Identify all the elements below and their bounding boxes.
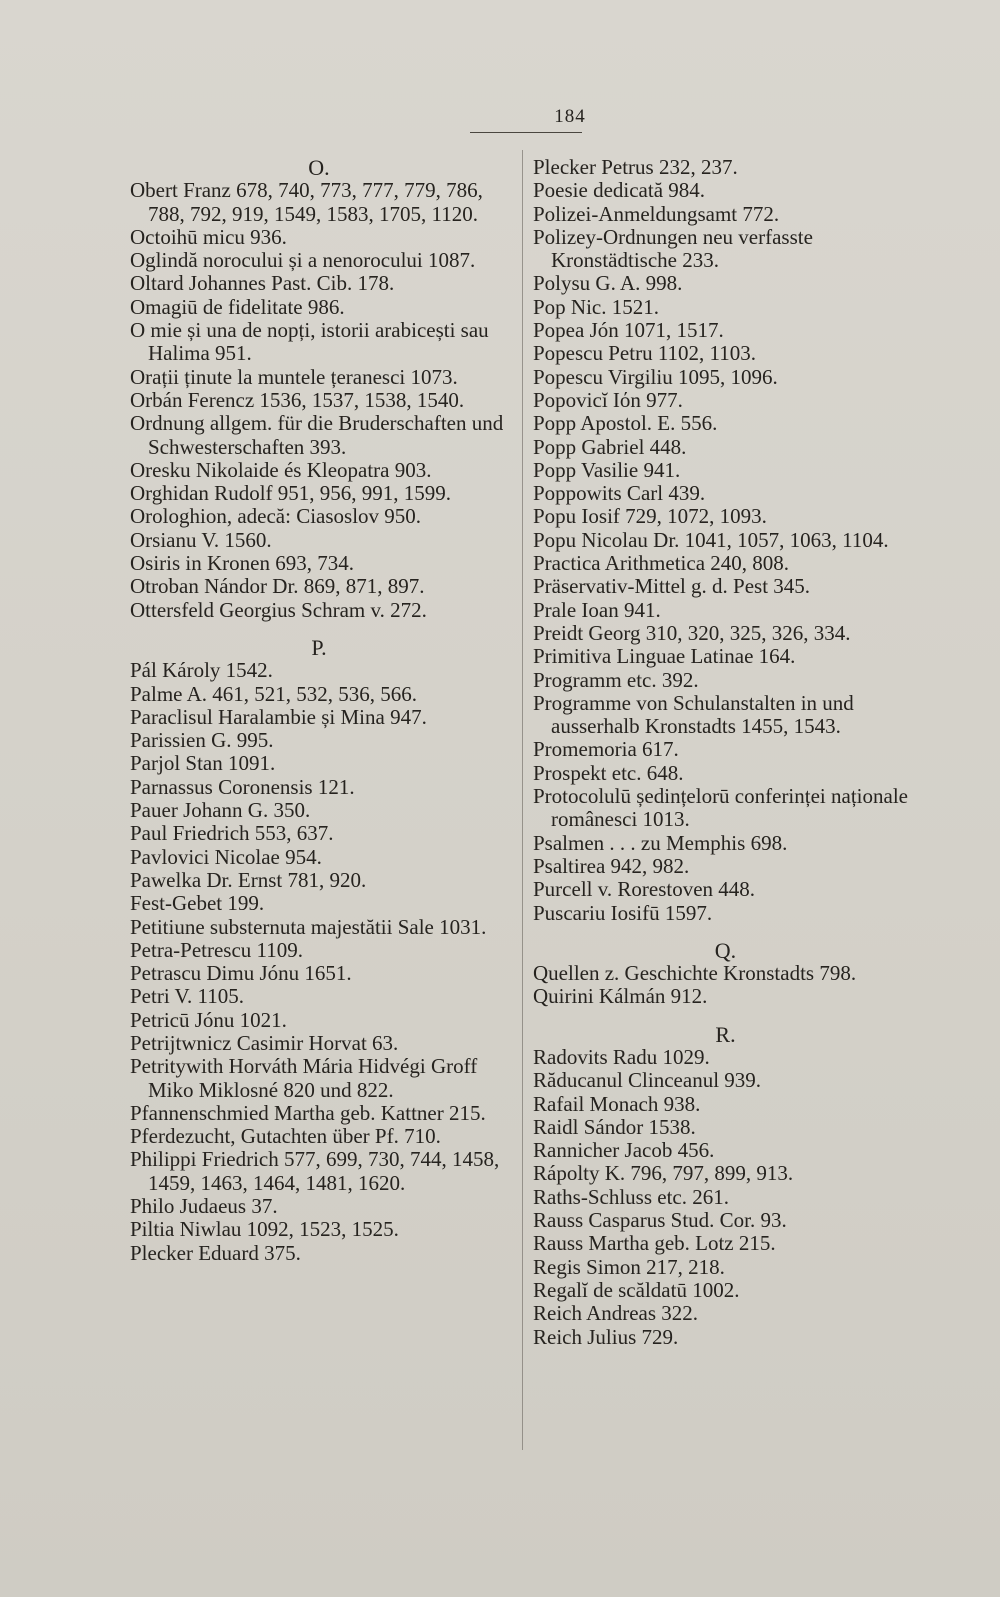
index-entry: Popp Gabriel 448. [533, 434, 687, 459]
index-entry: Prospekt etc. 648. [533, 760, 684, 785]
index-entry: O mie și una de nopți, istorii arabicești sau Halima 951. [130, 318, 489, 366]
section-gap [533, 925, 918, 939]
index-entry: Parjol Stan 1091. [130, 751, 276, 776]
index-entry: Otroban Nándor Dr. 869, 871, 897. [130, 574, 425, 599]
right-column [533, 156, 918, 1349]
index-entry: Rauss Martha geb. Lotz 215. [533, 1231, 776, 1256]
index-entry: Popu Iosif 729, 1072, 1093. [533, 504, 767, 529]
section-gap [130, 622, 508, 636]
index-entry: Popp Vasilie 941. [533, 457, 681, 482]
index-entry: Palme A. 461, 521, 532, 536, 566. [130, 681, 417, 706]
index-entry: Osiris in Kronen 693, 734. [130, 551, 354, 576]
index-entry: Obert Franz 678, 740, 773, 777, 779, 786, 788, 792, 919, 1549, 1583, 1705, 1120. [130, 178, 483, 226]
index-entry: Petricū Jónu 1021. [130, 1007, 287, 1032]
index-entry: Rannicher Jacob 456. [533, 1138, 715, 1163]
index-entry: Parnassus Coronensis 121. [130, 774, 355, 799]
index-entry: Petritywith Horváth Mária Hidvégi Groff Miko Miklosné 820 und 822. [130, 1054, 478, 1102]
index-entry: Oltard Johannes Past. Cib. 178. [130, 271, 395, 296]
index-entry: Puscariu Iosifū 1597. [533, 900, 713, 925]
index-entry: Reich Andreas 322. [533, 1301, 699, 1326]
index-entry: Regalĭ de scăldatū 1002. [533, 1277, 740, 1302]
index-entry: Parissien G. 995. [130, 728, 274, 753]
index-entry: Petrijtwnicz Casimir Horvat 63. [130, 1030, 399, 1055]
header-rule [470, 132, 582, 133]
index-entry: Popu Nicolau Dr. 1041, 1057, 1063, 1104. [533, 527, 889, 552]
index-entry: Ottersfeld Georgius Schram v. 272. [130, 597, 427, 622]
index-entry: Rauss Casparus Stud. Cor. 93. [533, 1208, 787, 1233]
index-entry: Polizei-Anmeldungsamt 772. [533, 201, 780, 226]
index-entry: Protocolulū ședințelorū conferinței naționale românesci 1013. [533, 784, 908, 832]
index-entry: Pavlovici Nicolae 954. [130, 844, 322, 869]
index-entry: Petri V. 1105. [130, 984, 244, 1009]
page-number: 184 [554, 106, 586, 127]
index-entry: Polizey-Ordnungen neu verfasste Kronstädtische 233. [533, 224, 813, 273]
index-entry: Poppowits Carl 439. [533, 481, 706, 506]
index-entry: Piltia Niwlau 1092, 1523, 1525. [130, 1217, 399, 1242]
index-entry: Răducanul Clinceanul 939. [533, 1068, 762, 1093]
index-entry: Purcell v. Rorestoven 448. [533, 877, 756, 902]
index-entry: Paul Friedrich 553, 637. [130, 821, 334, 846]
section-letter: Q. [714, 937, 737, 963]
index-entry: Regis Simon 217, 218. [533, 1254, 725, 1279]
index-entry: Popea Jón 1071, 1517. [533, 318, 724, 343]
index-entry: Pfannenschmied Martha geb. Kattner 215. [130, 1100, 486, 1125]
index-entry: Preidt Georg 310, 320, 325, 326, 334. [533, 620, 851, 645]
index-entry: Pferdezucht, Gutachten über Pf. 710. [130, 1124, 441, 1149]
index-entry: Psalmen . . . zu Memphis 698. [533, 830, 788, 855]
index-entry: Petra-Petrescu 1109. [130, 937, 304, 962]
index-entry: Petitiune substernuta majestătii Sale 1031. [130, 914, 487, 939]
index-entry: Practica Arithmetica 240, 808. [533, 551, 790, 576]
index-entry: Pop Nic. 1521. [533, 294, 659, 319]
index-entry: Psaltirea 942, 982. [533, 853, 690, 878]
section-gap [533, 1009, 918, 1023]
index-entry: Reich Julius 729. [533, 1324, 679, 1349]
index-entry: Präservativ-Mittel g. d. Pest 345. [533, 574, 811, 599]
index-entry: Rafail Monach 938. [533, 1091, 701, 1116]
section-letter: P. [311, 634, 327, 660]
index-entry: Petrascu Dimu Jónu 1651. [130, 961, 352, 986]
section-letter: O. [308, 155, 330, 180]
index-entry: Pawelka Dr. Ernst 781, 920. [130, 867, 367, 892]
index-entry: Ordnung allgem. für die Bruderschaften und Schwesterschaften 393. [130, 411, 504, 459]
index-entry: Orsianu V. 1560. [130, 527, 272, 552]
index-entry: Quellen z. Geschichte Kronstadts 798. [533, 961, 857, 986]
index-entry: Fest-Gebet 199. [130, 891, 265, 916]
left-column [130, 156, 508, 1265]
index-entry: Programm etc. 392. [533, 667, 699, 692]
index-entry: Oresku Nikolaide és Kleopatra 903. [130, 457, 432, 482]
index-entry: Raths-Schluss etc. 261. [533, 1184, 729, 1209]
index-entry: Philo Judaeus 37. [130, 1194, 278, 1219]
index-entry: Plecker Eduard 375. [130, 1240, 301, 1265]
index-entry: Promemoria 617. [533, 737, 679, 762]
index-entry: Popescu Petru 1102, 1103. [533, 341, 757, 366]
index-entry: Orbán Ferencz 1536, 1537, 1538, 1540. [130, 387, 465, 412]
index-entry: Raidl Sándor 1538. [533, 1114, 696, 1139]
index-entry: Plecker Petrus 232, 237. [533, 155, 738, 179]
index-entry: Primitiva Linguae Latinae 164. [533, 644, 796, 669]
index-entry: Octoihū micu 936. [130, 224, 287, 249]
index-entry: Rápolty K. 796, 797, 899, 913. [533, 1161, 794, 1186]
index-entry: Prale Ioan 941. [533, 597, 661, 622]
section-letter: R. [715, 1021, 736, 1047]
column-divider [522, 150, 523, 1450]
index-entry: Orghidan Rudolf 951, 956, 991, 1599. [130, 481, 452, 506]
index-entry: Radovits Radu 1029. [533, 1044, 710, 1069]
index-entry: Popovicĭ Iόn 977. [533, 387, 683, 412]
index-entry: Polysu G. A. 998. [533, 271, 683, 296]
index-entry: Paraclisul Haralambie și Mina 947. [130, 704, 427, 729]
index-entry: Pál Károly 1542. [130, 658, 273, 683]
index-entry: Programme von Schulanstalten in und ausserhalb Kronstadts 1455, 1543. [533, 690, 854, 739]
index-entry: Omagiū de fidelitate 986. [130, 294, 345, 319]
index-entry: Quirini Kálmán 912. [533, 984, 708, 1009]
index-entry: Pauer Johann G. 350. [130, 798, 311, 823]
index-entry: Philippi Friedrich 577, 699, 730, 744, 1458, 1459, 1463, 1464, 1481, 1620. [130, 1147, 500, 1195]
index-entry: Poesie dedicată 984. [533, 178, 706, 203]
index-entry: Popescu Virgiliu 1095, 1096. [533, 364, 778, 389]
index-entry: Popp Apostol. E. 556. [533, 411, 718, 436]
index-entry: Oglindă norocului și a nenorocului 1087. [130, 248, 476, 273]
index-entry: Orații ținute la muntele țeranesci 1073. [130, 364, 458, 389]
index-entry: Orologhion, adecă: Ciasoslov 950. [130, 504, 422, 529]
